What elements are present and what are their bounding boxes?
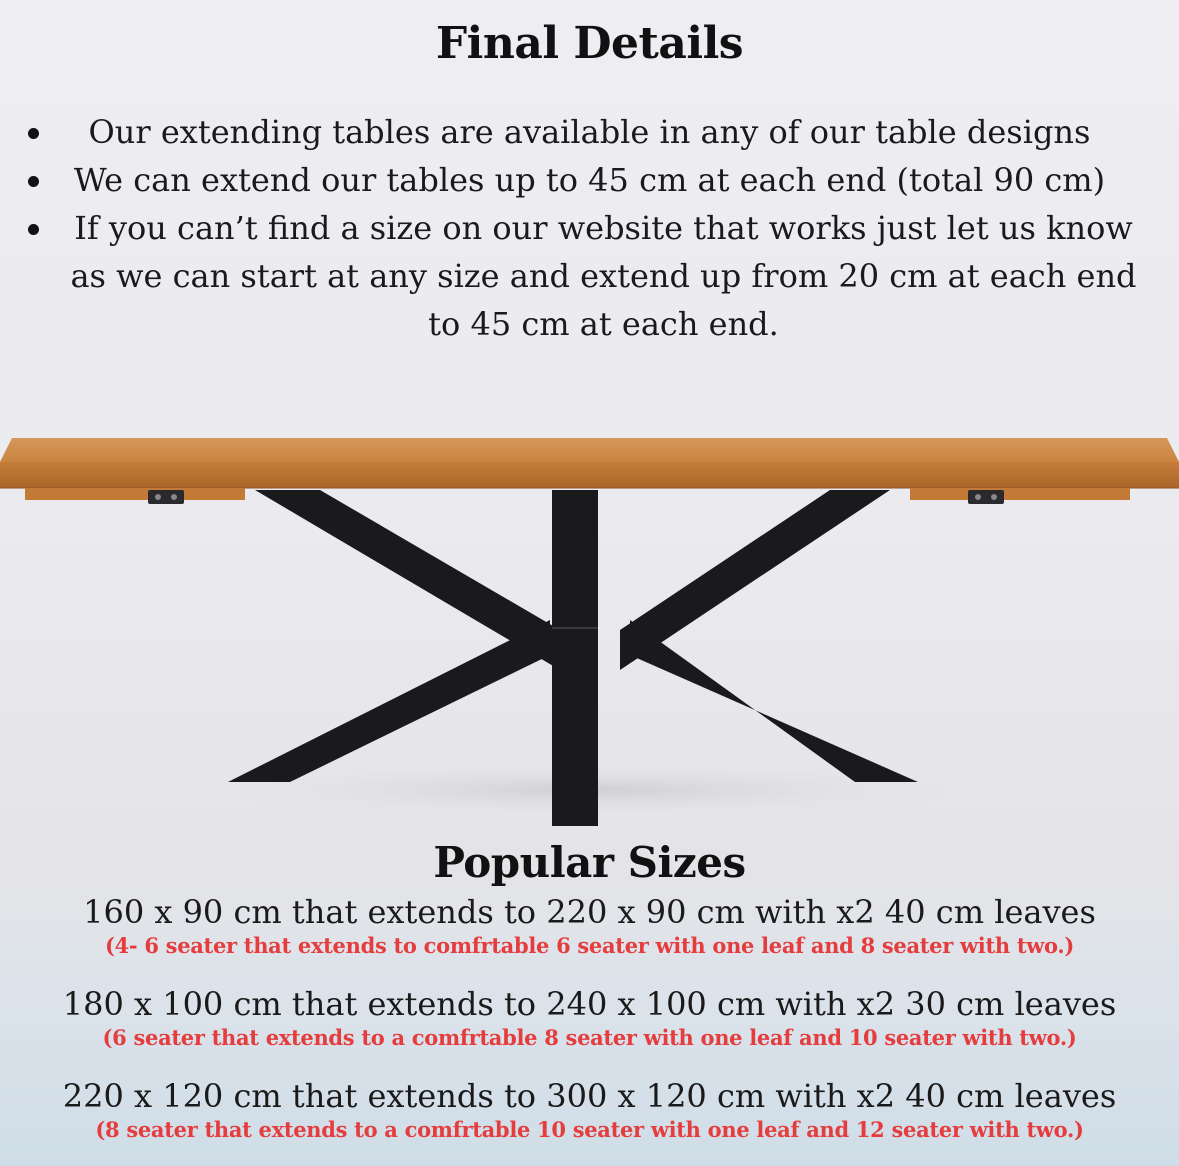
bullet-text: Our extending tables are available in any of our table designs (88, 113, 1091, 151)
size-option (0, 984, 1179, 1052)
bullet-text: If you can’t find a size on our website that works just let us know as we can start at any size and extend up from 20 cm at each end to 45 cm at each end. (70, 209, 1137, 343)
size-seating-note: (4- 6 seater that extends to comfrtable 6 seater with one leaf and 8 seater with two.) (104, 933, 1075, 958)
bullet-item (0, 108, 1179, 156)
bullet-dot-icon (28, 224, 39, 235)
size-dimensions: 220 x 120 cm that extends to 300 x 120 cm with x2 40 cm leaves (62, 1077, 1117, 1115)
bullet-item (0, 204, 1179, 348)
table-top (0, 438, 1179, 462)
popular-sizes-title: Popular Sizes (433, 838, 746, 887)
bullet-text: We can extend our tables up to 45 cm at each end (total 90 cm) (73, 161, 1106, 199)
size-option (0, 1076, 1179, 1144)
size-dimensions: 180 x 100 cm that extends to 240 x 100 cm with x2 30 cm leaves (62, 985, 1117, 1023)
extending-table-photo (0, 420, 1179, 840)
size-option (0, 892, 1179, 960)
bullet-item (0, 156, 1179, 204)
size-seating-note: (8 seater that extends to a comfrtable 10 seater with one leaf and 12 seater with two.) (95, 1117, 1084, 1142)
bullet-dot-icon (28, 176, 39, 187)
final-details-title: Final Details (435, 18, 744, 69)
bullet-dot-icon (28, 128, 39, 139)
size-seating-note: (6 seater that extends to a comfrtable 8 seater with one leaf and 10 seater with two.) (102, 1025, 1077, 1050)
table-illustration (0, 420, 1179, 840)
details-bullet-list (0, 108, 1179, 348)
size-dimensions: 160 x 90 cm that extends to 220 x 90 cm with x2 40 cm leaves (83, 893, 1096, 931)
